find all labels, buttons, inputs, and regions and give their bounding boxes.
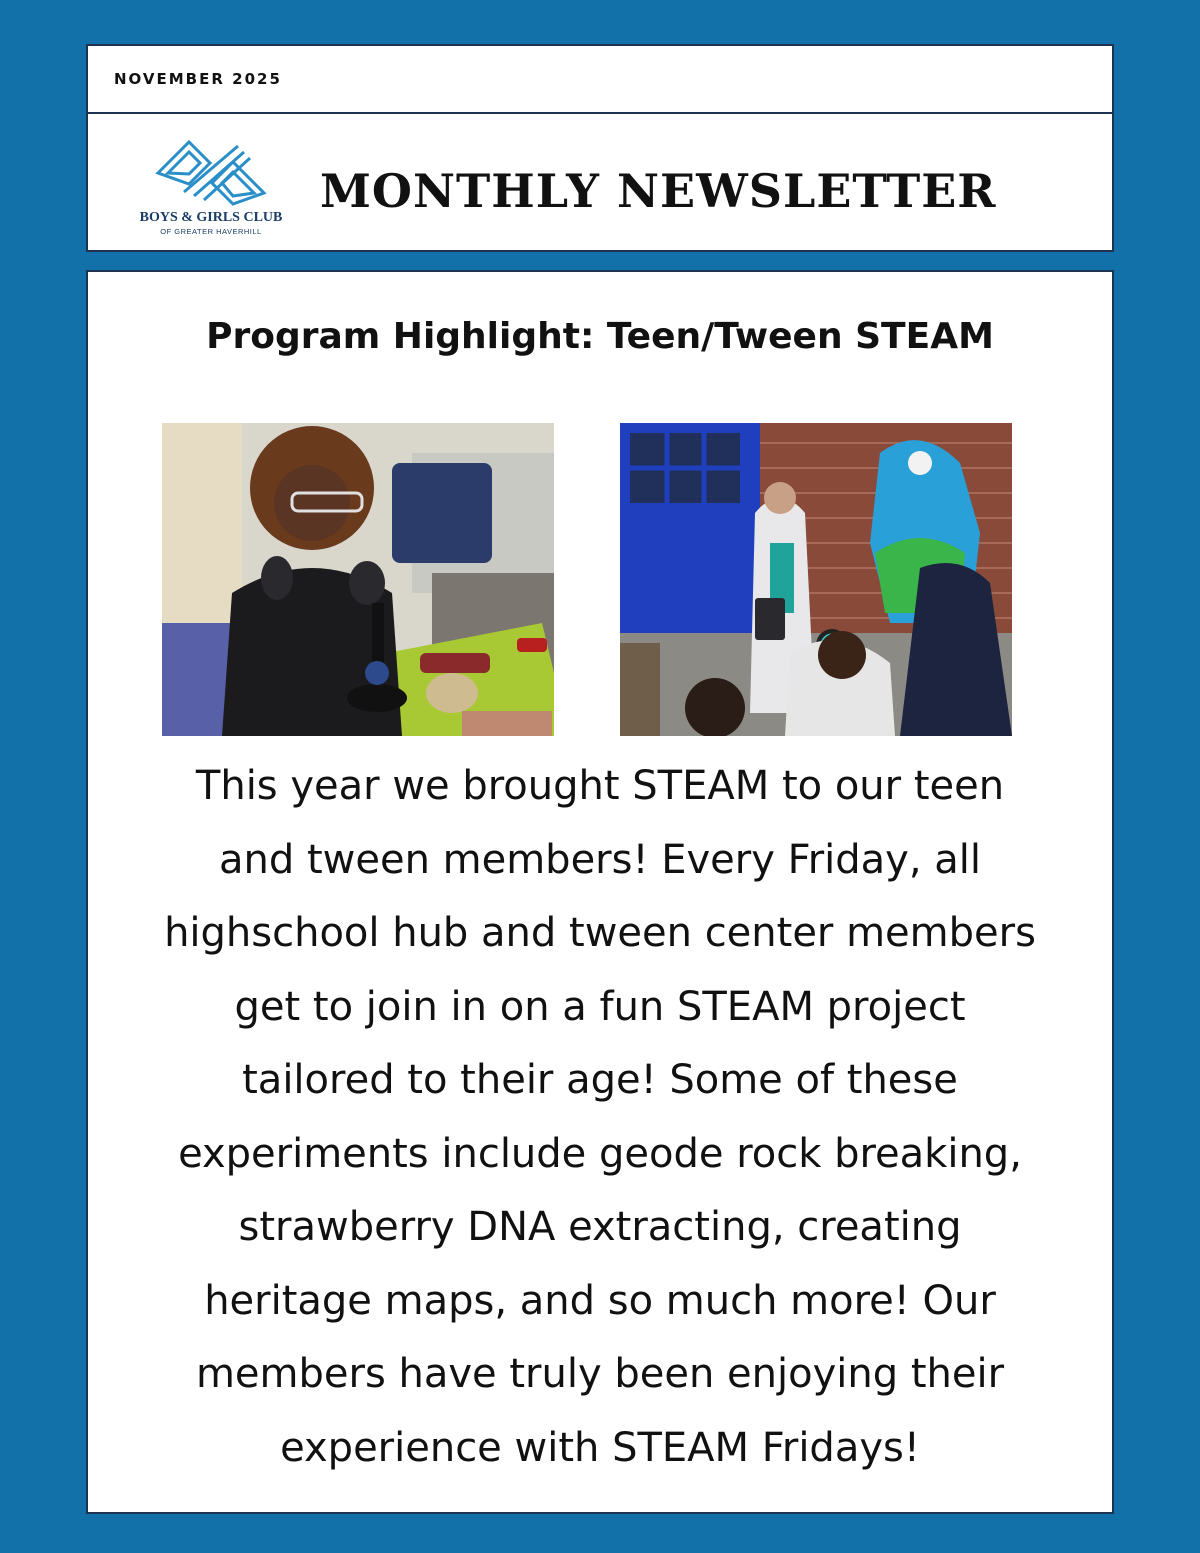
body-line: and tween members! Every Friday, all bbox=[218, 836, 981, 883]
body-line: experience with STEAM Fridays! bbox=[280, 1424, 920, 1471]
body-line: This year we brought STEAM to our teen bbox=[195, 763, 1005, 809]
date-bar bbox=[86, 44, 1114, 114]
program-highlight-section bbox=[86, 270, 1114, 1514]
section-title: Program Highlight: Teen/Tween STEAM bbox=[206, 316, 994, 357]
logo-name: BOYS & GIRLS CLUB bbox=[139, 210, 283, 225]
club-logo-icon bbox=[154, 138, 268, 208]
body-line: tailored to their age! Some of these bbox=[242, 1057, 958, 1103]
club-logo bbox=[116, 138, 306, 238]
body-line: members have truly been enjoying their bbox=[195, 1351, 1005, 1397]
logo-subtitle: OF GREATER HAVERHILL bbox=[160, 227, 262, 236]
students-outdoor-experiment-photo bbox=[620, 423, 1012, 736]
body-line: experiments include geode rock breaking, bbox=[178, 1130, 1022, 1177]
section-body-text bbox=[88, 750, 1112, 1485]
body-line: get to join in on a fun STEAM project bbox=[234, 983, 966, 1030]
body-line: strawberry DNA extracting, creating bbox=[238, 1204, 962, 1250]
issue-date: NOVEMBER 2025 bbox=[114, 70, 282, 88]
newsletter-header bbox=[86, 112, 1114, 252]
newsletter-title: MONTHLY NEWSLETTER bbox=[320, 164, 997, 218]
teen-with-microscope-photo bbox=[162, 423, 554, 736]
body-line: highschool hub and tween center members bbox=[164, 910, 1036, 956]
body-line: heritage maps, and so much more! Our bbox=[204, 1277, 996, 1324]
